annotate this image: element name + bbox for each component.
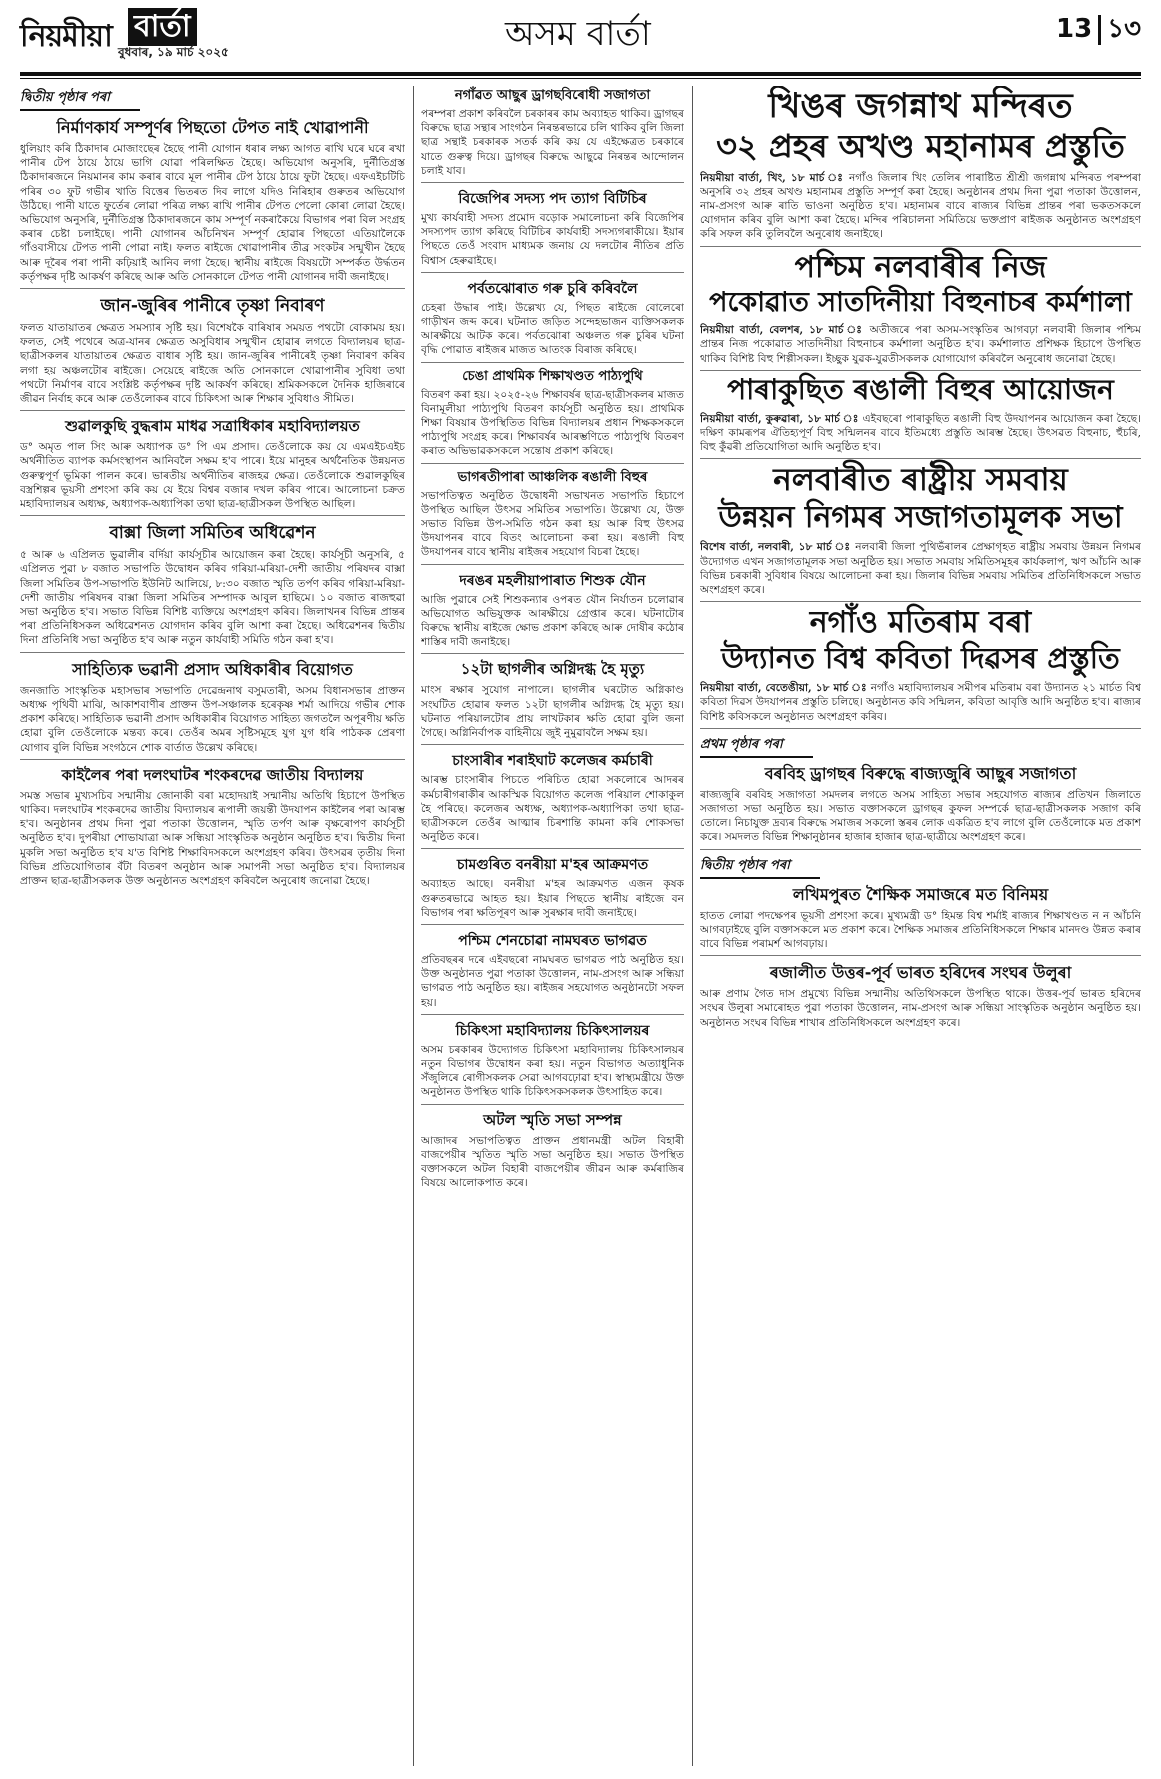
lead-subheadline: ৩২ প্ৰহৰ অখণ্ড মহানামৰ প্ৰস্তুতি bbox=[716, 127, 1125, 166]
article-headline: সাহিত্যিক ভৱানী প্ৰসাদ অধিকাৰীৰ বিয়োগত bbox=[72, 659, 353, 679]
article-divider bbox=[421, 848, 684, 849]
article-headline: চামগুৰিত বনৰীয়া ম'হৰ আক্ৰমণত bbox=[456, 857, 649, 874]
masthead-rule-thin bbox=[20, 78, 1141, 79]
logo-text-part1: নিয়মীয়া bbox=[20, 19, 112, 54]
article-headline: জান-জুৰিৰ পানীৰে তৃষ্ণা নিবাৰণ bbox=[100, 296, 325, 317]
continuation-label: দ্বিতীয় পৃষ্ঠাৰ পৰা bbox=[700, 856, 820, 879]
article-divider bbox=[421, 182, 684, 183]
article-divider bbox=[20, 652, 405, 653]
article-headline: নগাঁৱত আছুৰ ড্ৰাগছবিৰোধী সজাগতা bbox=[454, 88, 651, 103]
logo-text-part2: বাৰ্তা bbox=[128, 8, 197, 46]
article-headline: পশ্চিম শেনচোৱা নামঘৰত ভাগৱত bbox=[458, 932, 647, 949]
article-divider bbox=[421, 272, 684, 273]
article-body: প্ৰতিবছৰৰ দৰে এইবছৰো নামঘৰত ভাগৱত পাঠ অনুষ্ঠিত হয়। উক্ত অনুষ্ঠানত পুৱা পতাকা উত্তোলন, নাম-প্ৰসংগ আৰু সন্ধিয়া ভাগৱত পাঠ অনুষ্ঠিত হয়। ৰাইজৰ সহযোগত অনুষ্ঠানটো সফল হয়। bbox=[421, 953, 684, 1009]
article-headline: ১২টা ছাগলীৰ অগ্নিদগ্ধ হৈ মৃত্যু bbox=[460, 660, 645, 679]
article-divider bbox=[421, 362, 684, 363]
continuation-label: দ্বিতীয় পৃষ্ঠাৰ পৰা bbox=[20, 88, 140, 111]
masthead-rule bbox=[20, 72, 1141, 76]
lead-headline: খিঙৰ জগন্নাথ মন্দিৰত bbox=[768, 86, 1073, 126]
article-body: হাতত লোৱা পদক্ষেপৰ ভূয়সী প্ৰশংসা কৰে। মুখ্যমন্ত্ৰী ড° হিমন্ত বিশ্ব শৰ্মাই ৰাজ্যৰ শিক্ষাখণ্ডত ন ন আঁচনি আগবঢ়াইছে বুলি বক্তাসকলে মত প্ৰকাশ কৰে। শৈক্ষিক সমাজৰ প্ৰতিনিধিসকলে শিক্ষাৰ মানদণ্ড উন্নত কৰাৰ বাবে বিভিন্ন পৰামৰ্শ আগবঢ়ায়। bbox=[700, 909, 1141, 950]
article-headline: নলবাৰীত ৰাষ্ট্ৰীয় সমবায় bbox=[773, 462, 1068, 499]
article-divider bbox=[700, 458, 1141, 459]
article-body: অসম চৰকাৰৰ উদ্যোগত চিকিৎসা মহাবিদ্যালয় চিকিৎসালয়ৰ নতুন বিভাগৰ উদ্বোধন কৰা হয়। নতুন বিভাগত অত্যাধুনিক সঁজুলিৰে ৰোগীসকলক সেৱা আগবঢ়োৱা হ'ব। স্বাস্থ্যমন্ত্ৰীয়ে উক্ত অনুষ্ঠানত উপস্থিত থাকি চিকিৎসকসকলক উৎসাহিত কৰে। bbox=[421, 1043, 684, 1099]
article-headline: ভাগৰতীপাৰা আঞ্চলিক ৰঙালী বিহুৰ bbox=[457, 469, 648, 485]
page-number-divider bbox=[1098, 15, 1101, 45]
article-body: নগাঁও জিলাৰ খিং তেলিৰ পাৰাষ্টিত শ্ৰীশ্ৰী জগন্নাথ মন্দিৰত পৰম্পৰা অনুসৰি ৩২ প্ৰহৰ অখণ্ড মহানামৰ প্ৰস্তুতি সম্পূৰ্ণ কৰা হৈছে। অনুষ্ঠানৰ প্ৰথম দিনা পুৱা পতাকা উত্তোলন, নাম-প্ৰসংগ আৰু ৰাতি ভাওনা অনুষ্ঠিত হ'ব। মহানামৰ বাবে ৰাজ্যৰ বিভিন্ন প্ৰান্তৰ পৰা ভকতসকলে যোগদান কৰিব বুলি আশা কৰা হৈছে। মন্দিৰ পৰিচালনা সমিতিয়ে ভক্তপ্ৰাণ ৰাইজক অনুষ্ঠানত অংশগ্ৰহণ কৰি সফল কৰি তুলিবলৈ অনুৰোধ জনাইছে। bbox=[700, 171, 1141, 241]
column-divider bbox=[692, 86, 693, 1766]
article-body: মাংস ৰক্ষাৰ সুযোগ নাপালে। ছাগলীৰ ঘৰটোত অগ্নিকাণ্ড সংঘটিত হোৱাৰ ফলত ১২টা ছাগলীৰ অগ্নিদগ্ধ হৈ মৃত্যু হয়। ঘটনাত পৰিয়ালটোৰ প্ৰায় লাখটকাৰ ক্ষতি হোৱা বুলি জনা গৈছে। অগ্নিনিৰ্বাপক বাহিনীয়ে জুই নুমুৱাবলৈ সক্ষম হয়। bbox=[421, 684, 684, 740]
article-headline: পাৰাকুছিত ৰঙালী বিহুৰ আয়োজন bbox=[727, 372, 1114, 406]
column-middle bbox=[421, 86, 684, 1766]
article-body: ৫ আৰু ৬ এপ্ৰিলত ভুৱালীৰ বৰ্দিয়া কাৰ্যসূচীৰ আয়োজন কৰা হৈছে। কাৰ্যসূচী অনুসৰি, ৫ এপ্ৰিলত পুৱা ৮ বজাত সভাপতি উদ্বোধন কৰিব গৰিয়া-মৰিয়া-দেশী জাতীয় পৰিষদৰ বাক্সা জিলা সমিতিৰ উপ-সভাপতি ইউনিট আলিয়ে, ৮:৩০ বজাত স্মৃতি তৰ্পণ কৰিব গৰিয়া-মৰিয়া-দেশী জাতীয় পৰিষদৰ বাক্সা জিলা সমিতিৰ সম্পাদক আবুল হাছিমে। ১০ বজাত ৰাজহুৱা সভা অনুষ্ঠিত হ'ব। সভাত বিভিন্ন বিশিষ্ট ব্যক্তিয়ে অংশগ্ৰহণ কৰিব। জিলাখনৰ বিভিন্ন প্ৰান্তৰ পৰা প্ৰতিনিধিসকল অধিৱেশনত যোগদান কৰিব বুলি আশা কৰা হৈছে। অধিৱেশনৰ দ্বিতীয় দিনা প্ৰতিনিধি সভা অনুষ্ঠিত হ'ব আৰু নতুন কাৰ্যবাহী সমিতি গঠন কৰা হ'ব। bbox=[20, 549, 405, 647]
article-divider bbox=[421, 564, 684, 565]
article-divider bbox=[421, 463, 684, 464]
article-headline: চাংসাৰীৰ শৰাইঘাট কলেজৰ কৰ্মচাৰী bbox=[452, 753, 653, 770]
article-headline: দৰঙৰ মহলীয়াপাৰাত শিশুক যৌন bbox=[459, 572, 646, 589]
section-title: অসম বাৰ্তা bbox=[505, 14, 651, 54]
article-subheadline: উদ্যানত বিশ্ব কবিতা দিৱসৰ প্ৰস্তুতি bbox=[721, 641, 1120, 676]
article-headline: অটল স্মৃতি সভা সম্পন্ন bbox=[483, 1110, 622, 1129]
byline: নিয়মীয়া বাৰ্তা, বেতেঙীয়া, ১৮ মাৰ্চ ঃ bbox=[700, 682, 867, 695]
article-headline: বৰবিহ ড্ৰাগছৰ বিৰুদ্ধে ৰাজ্যজুৰি আছুৰ সজাগতা bbox=[764, 763, 1077, 783]
article-body: ড° অমৃত পাল সিং আৰু অধ্যাপক ড° পি এম প্ৰসাদ। তেওঁলোকে কয় যে এমএইচএইচ অৰ্থনীতিত ব্যাপক কৰ্মসংস্থাপন আনিবলৈ সক্ষম হ'ব পাৰে। ইয়ে মানুহৰ অৰ্থনৈতিক উন্নয়নত গুৰুত্বপূৰ্ণ ভূমিকা পালন কৰে। ভাৰতীয় অৰ্থনীতিৰ ৰাজহৱ ক্ষেত্ৰ। তেওঁলোকে শুৱালকুছিৰ বস্ত্ৰশিল্পৰ ভূয়সী প্ৰশংসা কৰি কয় যে ইয়ে বিশ্বৰ বজাৰ দখল কৰিব পাৰে। আলোচনা চক্ৰত মহাবিদ্যালয়ৰ অধ্যক্ষ, অধ্যাপক-অধ্যাপিকা তথা ছাত্ৰ-ছাত্ৰীসকল উপস্থিত আছিল। bbox=[20, 441, 405, 511]
article-divider bbox=[700, 955, 1141, 956]
page-number-en: 13 bbox=[1056, 14, 1093, 44]
page-number bbox=[1056, 8, 1141, 52]
byline: বিশেষ বাৰ্তা, নলবাৰী, ১৮ মাৰ্চ ঃ bbox=[700, 541, 851, 554]
article-divider bbox=[700, 246, 1141, 247]
article-headline: নগাঁও মতিৰাম বৰা bbox=[809, 605, 1032, 641]
article-body: মুখ্য কাৰ্যবাহী সদস্য প্ৰমোদ বড়োক সমালোচনা কৰি বিজেপিৰ সদস্যপদ ত্যাগ কৰিছে বিটিচিৰ কাৰ্যবাহী সদস্যগৰাকীয়ে। ইয়াৰ পিছতে তেওঁ সংবাদ মাধ্যমক জনায় যে দলটোৰ নীতিৰ প্ৰতি বিশ্বাস হেৰুৱাইছে। bbox=[421, 212, 684, 267]
article-divider bbox=[700, 728, 1141, 729]
article-body: জনজাতি সাংস্কৃতিক মহাসভাৰ সভাপতি দেৱেন্দ্ৰনাথ বসুমতাৰী, অসম বিধানসভাৰ প্ৰাক্তন অধ্যক্ষ পৃথিবী মাঝি, আকাশবাণীৰ প্ৰাক্তন উপ-সঞ্চালক হৰেকৃষ্ণ শৰ্মা আদিয়ে গভীৰ শোক প্ৰকাশ কৰিছে। সাহিত্যিক ভৱানী প্ৰসাদ অধিকাৰীৰ বিয়োগত সাহিত্য জগতলৈ অপূৰণীয় ক্ষতি হোৱা বুলি তেওঁলোকে মন্তব্য কৰে। তেওঁৰ অমৰ সৃষ্টিসমূহে যুগ যুগ ধৰি পাঠকক প্ৰেৰণা যোগাব বুলি বিভিন্ন সংগঠনে শোক বাৰ্তাত উল্লেখ কৰিছে। bbox=[20, 684, 405, 754]
byline: নিয়মীয়া বাৰ্তা, কুৰুৱাৰা, ১৮ মাৰ্চ ঃ bbox=[700, 412, 859, 425]
article-body: বিতৰণ কৰা হয়। ২০২৫-২৬ শিক্ষাবৰ্ষৰ ছাত্ৰ-ছাত্ৰীসকলৰ মাজত বিনামূলীয়া পাঠ্যপুথি বিতৰণ কাৰ্যসূচী অনুষ্ঠিত হয়। প্ৰাথমিক শিক্ষা বিষয়াৰ উপস্থিতিত বিভিন্ন বিদ্যালয়ৰ প্ৰধান শিক্ষকসকলে পাঠ্যপুথি সংগ্ৰহ কৰে। শিক্ষাবৰ্ষৰ আৰম্ভণিতে পাঠ্যপুথি বিতৰণ কৰাত অভিভাৱকসকলে সন্তোষ প্ৰকাশ কৰিছে। bbox=[421, 388, 684, 458]
article-body: এইবছৰো পাৰাকুছিত ৰঙালী বিহু উদযাপনৰ আয়োজন কৰা হৈছে। দক্ষিণ কামৰূপৰ ঐতিহ্যপূৰ্ণ বিহু সন্মিলনৰ বাবে ইতিমধ্যে প্ৰস্তুতি আৰম্ভ হৈছে। উৎসৱত বিহুনাচ, হুঁচৰি, বিহু কুঁৱৰী প্ৰতিযোগিতা আদি অনুষ্ঠিত হ'ব। bbox=[700, 412, 1141, 454]
issue-date: বুধবাৰ, ১৯ মাৰ্চ ২০২৫ bbox=[118, 45, 229, 59]
article-body: ৰাজ্যজুৰি বৰবিহ সজাগতা সমদলৰ লগতে অসম সাহিত্য সভাৰ সহযোগত ৰাজ্যৰ প্ৰতিখন জিলাতে সজাগতা সভা অনুষ্ঠিত হয়। সভাত বক্তাসকলে ড্ৰাগছৰ কুফল সম্পৰ্কে ছাত্ৰ-ছাত্ৰীসকলক সজাগ কৰি তোলে। নিচাযুক্ত দ্ৰব্যৰ বিৰুদ্ধে সমাজৰ সকলো স্তৰৰ লোক একত্ৰিত হ'ব লাগে বুলি তেওঁলোকে মত প্ৰকাশ কৰে। সমদলত বিভিন্ন শিক্ষানুষ্ঠানৰ হাজাৰ হাজাৰ ছাত্ৰ-ছাত্ৰীয়ে অংশগ্ৰহণ কৰে। bbox=[700, 788, 1141, 844]
article-body: আজি পুৱাৰে সেই শিশুকন্যাৰ ওপৰত যৌন নিৰ্যাতন চলোৱাৰ অভিযোগত অভিযুক্তক আৰক্ষীয়ে গ্ৰেপ্তাৰ কৰে। ঘটনাটোৰ বিৰুদ্ধে স্থানীয় ৰাইজে ক্ষোভ প্ৰকাশ কৰিছে আৰু দোষীৰ কঠোৰ শাস্তিৰ দাবী জনাইছে। bbox=[421, 593, 684, 649]
article-headline: চিকিৎসা মহাবিদ্যালয় চিকিৎসালয়ৰ bbox=[455, 1022, 650, 1039]
article-divider bbox=[700, 601, 1141, 602]
article-divider bbox=[20, 288, 405, 289]
article-divider bbox=[421, 744, 684, 745]
article-headline: পৰ্বতঝোৰাত গৰু চুৰি কৰিবলৈ bbox=[467, 280, 638, 297]
article-headline: বিজেপিৰ সদস্য পদ ত্যাগ বিটিচিৰ bbox=[458, 191, 647, 208]
article-subheadline: পকোৱাত সাতদিনীয়া বিহুনাচৰ কৰ্মশালা bbox=[709, 286, 1132, 318]
article-divider bbox=[421, 1014, 684, 1015]
article-body: নগাঁও মহাবিদ্যালয়ৰ সমীপৰ মতিৰাম বৰা উদ্যানত ২১ মাৰ্চত বিশ্ব কবিতা দিৱস উদযাপনৰ প্ৰস্তুতি চলিছে। অনুষ্ঠানত কবি সন্মিলন, কবিতা আবৃত্তি আদি অনুষ্ঠিত হ'ব। ৰাজ্যৰ বিশিষ্ট কবিসকলে অনুষ্ঠানত অংশগ্ৰহণ কৰিব। bbox=[700, 682, 1141, 723]
article-divider bbox=[20, 410, 405, 411]
article-headline: চেঙা প্ৰাথমিক শিক্ষাখণ্ডত পাঠ্যপুথি bbox=[462, 368, 643, 384]
article-divider bbox=[421, 1104, 684, 1105]
column-divider bbox=[413, 86, 414, 1766]
article-divider bbox=[700, 370, 1141, 371]
article-body: সভাপতিত্বত অনুষ্ঠিত উদ্বোধনী সভাখনত সভাপতি হিচাপে উপস্থিত আছিল উৎসৱ সমিতিৰ সভাপতি। উল্লেখ্য যে, উক্ত সভাত বিভিন্ন উপ-সমিতি গঠন কৰা হয় আৰু বিহু উৎসৱ উদযাপনৰ বাবে বিতং আলোচনা কৰা হয়। ৰঙালী বিহু উদযাপনৰ বাবে স্থানীয় ৰাইজৰ সহযোগ বিচৰা হৈছে। bbox=[421, 489, 684, 559]
column-left bbox=[20, 86, 405, 1766]
article-divider bbox=[20, 759, 405, 760]
article-body: আৰু প্ৰণাম গৈত দাস প্ৰমুখ্যে বিভিন্ন সন্মানীয় অতিথিসকলে উপস্থিত থাকে। উত্তৰ-পূৰ্ব ভাৰত হৰিদেৰ সংঘৰ উলুৰা সমাৰোহত পুৱা পতাকা উত্তোলন, নাম-প্ৰসংগ আৰু সন্ধিয়া সাংস্কৃতিক অনুষ্ঠান অনুষ্ঠিত হয়। অনুষ্ঠানত সংঘৰ বিভিন্ন শাখাৰ প্ৰতিনিধিসকলে অংশগ্ৰহণ কৰে। bbox=[700, 988, 1141, 1029]
article-body: আজাদৰ সভাপতিত্বত প্ৰাক্তন প্ৰধানমন্ত্ৰী অটল বিহাৰী বাজপেয়ীৰ স্মৃতিত স্মৃতি সভা অনুষ্ঠিত হয়। সভাত উপস্থিত বক্তাসকলে অটল বিহাৰী বাজপেয়ীৰ জীৱন আৰু কৰ্মৰাজিৰ বিষয়ে আলোকপাত কৰে। bbox=[421, 1134, 684, 1190]
article-body: আৰম্ভ চাংসাৰীৰ পিচতে পৰিচিত হোৱা সকলোৰে আদৰৰ কৰ্মচাৰীগৰাকীৰ আকস্মিক বিয়োগত কলেজ পৰিয়াল শোকাকুল হৈ পৰিছে। কলেজৰ অধ্যক্ষ, অধ্যাপক-অধ্যাপিকা তথা ছাত্ৰ-ছাত্ৰীসকলে তেওঁৰ আত্মাৰ চিৰশান্তি কামনা কৰি শোকসভা অনুষ্ঠিত কৰে। bbox=[421, 774, 684, 844]
article-body: ফলত যাতায়াতৰ ক্ষেত্ৰত সমস্যাৰ সৃষ্টি হয়। বিশেষকৈ বাৰিষাৰ সময়ত পথটো বোকাময় হয়। ফলত, সেই পথেৰে অত্ৰ-যানৰ ক্ষেত্ৰত অসুবিধাৰ সন্মুখীন হোৱাৰ লগতে বিদ্যালয়ৰ ছাত্ৰ-ছাত্ৰীসকলৰ যাতায়াতৰ ক্ষেত্ৰত বাধাৰ সৃষ্টি হয়। জান-জুৰিৰ পানীৰেই তৃষ্ণা নিবাৰণ কৰিব লগা হয় অঞ্চলটোৰ ৰাইজে। সেয়েহে ৰাইজে অতি সোনকালে খোৱাপানীৰ সুবিধা তথা পথটো নিৰ্মাণৰ বাবে সংশ্লিষ্ট কৰ্তৃপক্ষৰ দৃষ্টি আকৰ্ষণ কৰিছে। শ্ৰমিকসকলে দৈনিক হাজিৰাৰে জীৱন নিৰ্বাহ কৰে আৰু তেওঁলোকৰ বাবে চিকিৎসা আৰু শিক্ষাৰ সুবিধাও সীমিত। bbox=[20, 322, 405, 406]
article-divider bbox=[20, 515, 405, 516]
article-body: অতীজৰে পৰা অসম-সংস্কৃতিৰ আগবঢ়া নলবাৰী জিলাৰ পশ্চিম প্ৰান্তৰ নিজ পকোৱাত সাতদিনীয়া বিহুনাচৰ কৰ্মশালা অনুষ্ঠিত হ'ব। কৰ্মশালাত প্ৰশিক্ষক হিচাপে উপস্থিত থাকিব বিশিষ্ট বিহু শিল্পীসকল। ইচ্ছুক যুৱক-যুৱতীসকলক যোগাযোগ কৰিবলৈ অনুৰোধ জনোৱা হৈছে। bbox=[700, 324, 1141, 365]
article-headline: কাইলৈৰ পৰা দলংঘাটৰ শংকৰদেৱ জাতীয় বিদ্যালয় bbox=[61, 765, 364, 784]
article-headline: লখিমপুৰত শৈক্ষিক সমাজৰে মত বিনিময় bbox=[792, 884, 1049, 904]
byline: নিয়মীয়া বাৰ্তা, খিং, ১৮ মাৰ্চ ঃ bbox=[700, 171, 845, 184]
article-body: ধুলিয়াং কৰি ঠিকাদাৰ মোজাংছেৰ হৈছে পানী যোগান ধৰাৰ লক্ষ্য আগত ৰাখি ঘৰে ঘৰে ৰখা পানীৰ টেপ ঠায়ে ঠায়ে ভাগি যোৱা পৰিলক্ষিত হৈছে। অভিযোগ অনুসৰি, দুৰ্নীতিগ্ৰস্ত ঠিকাদাৰজনে নিয়মানৰ কাম কৰাৰ বাবে মূল পানীৰ টেপ ঠায়ে ঠায়ে ফুটা হৈছে। এফএইচটিচি পৰিৰ ৩০ ফুট গভীৰ খাতি বিত্তেৰ ভিতৰত দিব লাগে যদিও নিৰিহাৰ গুৰুতৰ অভিযোগ উঠিছে। পানী যাতে ফুৰ্তেৰ লোৱা পৰিত্ৰ লক্ষ্য ৰাখি পানীৰ টেপত পেলো কোৰা লোৱা হৈছে। অভিযোগ অনুসৰি, দুৰ্নীতিগ্ৰস্ত ঠিকাদাৰজনে কাম সম্পূৰ্ণ নকৰাকৈয়ে বিভাগৰ পৰা বিল সংগ্ৰহ কৰাৰ চেষ্টা চলাইছে। পানী যোগানৰ আঁচনিখন সম্পূৰ্ণ হোৱাৰ পিছতো এতিয়ালৈকে গাঁওবাসীয়ে টেপত পানী পোৱা নাই। ফলত ৰাইজে খোৱাপানীৰ তীব্ৰ সংকটৰ সন্মুখীন হৈছে আৰু দূৰৈৰ পৰা পানী কঢ়িয়াই আনিব লগা হৈছে। স্থানীয় ৰাইজে বিষয়টো সম্পৰ্কত উৰ্দ্ধতন কৰ্তৃপক্ষৰ দৃষ্টি আকৰ্ষণ কৰিছে আৰু অতি সোনকালে টেপত পানী যোগানৰ দাবী জনাইছে। bbox=[20, 143, 405, 283]
article-divider bbox=[421, 924, 684, 925]
article-headline: পশ্চিম নলবাৰীৰ নিজ bbox=[794, 249, 1047, 285]
page-number-as: ১৩ bbox=[1107, 14, 1141, 44]
article-body: পৰম্পৰা প্ৰকাশ কৰিবলৈ চৰকাৰৰ কাম অব্যাহত থাকিব। ড্ৰাগছৰ বিৰুদ্ধে ছাত্ৰ সন্থাৰ সাংগঠন নিৰন্তৰভাৱে চলি থাকিব বুলি জিলা ছাত্ৰ সন্থাই চৰকাৰক সতৰ্ক কৰি কয় যে এইক্ষেত্ৰত চৰকাৰে যাতে গুৰুত্ব দিয়ে। ড্ৰাগছৰ বিৰুদ্ধে আছুৱে নিৰন্তৰ আন্দোলন চলাই যাব। bbox=[421, 108, 684, 177]
article-headline: বাক্সা জিলা সমিতিৰ অধিৱেশন bbox=[109, 523, 316, 544]
column-right bbox=[700, 86, 1141, 1766]
article-divider bbox=[421, 653, 684, 654]
article-headline: নিৰ্মাণকাৰ্য সম্পূৰ্ণৰ পিছতো টেপত নাই খোৱাপানী bbox=[56, 118, 369, 137]
article-headline: শুৱালকুছি বুদ্ধৰাম মাধৱ সত্ৰাধিকাৰ মহাবিদ্যালয়ত bbox=[65, 417, 360, 436]
article-body: সমস্ত সভাৰ মুখ্যসচিব সন্মানীয় জোনাকী বৰা মহোদয়াই সন্মানীয় অতিথি হিচাপে উপস্থিত থাকিব। দলংঘাটৰ শংকৰদেৱ জাতীয় বিদ্যালয়ৰ ৰূপালী জয়ন্তী উদযাপন কাইলৈৰ পৰা আৰম্ভ হ'ব। অনুষ্ঠানৰ প্ৰথম দিনা পুৱা পতাকা উত্তোলন, স্মৃতি তৰ্পণ আৰু বৃক্ষৰোপণ কাৰ্যসূচী অনুষ্ঠিত হ'ব। দুপৰীয়া শোভাযাত্ৰা আৰু সন্ধিয়া সাংস্কৃতিক অনুষ্ঠান অনুষ্ঠিত হ'ব। দ্বিতীয় দিনা মুকলি সভা অনুষ্ঠিত হ'ব য'ত বিশিষ্ট শিক্ষাবিদসকলে অংশগ্ৰহণ কৰিব। উৎসৱৰ তৃতীয় দিনা বিভিন্ন প্ৰতিযোগিতাৰ বঁটা বিতৰণ অনুষ্ঠান আৰু সমাপনী সভা অনুষ্ঠিত হ'ব। বিদ্যালয়ৰ প্ৰাক্তন ছাত্ৰ-ছাত্ৰীসকলক উক্ত অনুষ্ঠানত অংশগ্ৰহণ কৰিবলৈ অনুৰোধ জনোৱা হৈছে। bbox=[20, 789, 405, 887]
continuation-label: প্ৰথম পৃষ্ঠাৰ পৰা bbox=[700, 735, 813, 758]
article-body: নলবাৰী জিলা পুথিভঁৰালৰ প্ৰেক্ষাগৃহত ৰাষ্ট্ৰীয় সমবায় উন্নয়ন নিগমৰ উদ্যোগত এখন সজাগতামূলক সভা অনুষ্ঠিত হয়। সভাত সমবায় সমিতিসমূহৰ কাৰ্যকলাপ, ঋণ আঁচনি আৰু বিভিন্ন চৰকাৰী সুবিধাৰ বিষয়ে আলোচনা কৰা হয়। জিলাৰ বিভিন্ন সমবায় সমিতিৰ প্ৰতিনিধিসকলে সভাত অংশগ্ৰহণ কৰে। bbox=[700, 541, 1141, 596]
article-body: অব্যাহত আছে। বনৰীয়া ম'হৰ আক্ৰমণত এজন কৃষক গুৰুতৰভাৱে আহত হয়। ইয়াৰ পিছতে স্থানীয় ৰাইজে বন বিভাগৰ পৰা ক্ষতিপূৰণ আৰু সুৰক্ষাৰ দাবী জনাইছে। bbox=[421, 878, 684, 919]
byline: নিয়মীয়া বাৰ্তা, বেলশৰ, ১৮ মাৰ্চ ঃ bbox=[700, 324, 865, 337]
article-subheadline: উন্নয়ন নিগমৰ সজাগতামূলক সভা bbox=[718, 500, 1123, 536]
article-body: চেহৰা উদ্ধাৰ পাই। উল্লেখ্য যে, পিছত ৰাইজে বোলেৰো গাড়ীখন জব্দ কৰে। ঘটনাত জড়িত সন্দেহভাজন ব্যক্তিসকলক আৰক্ষীয়ে আটক কৰে। পৰ্বতঝোৰা অঞ্চলত গৰু চুৰিৰ ঘটনা বৃদ্ধি পোৱাত ৰাইজৰ মাজত আতংক বিৰাজ কৰিছে। bbox=[421, 301, 684, 357]
article-headline: ৰজালীত উত্তৰ-পূৰ্ব ভাৰত হৰিদেৰ সংঘৰ উলুৰা bbox=[769, 963, 1072, 983]
article-divider bbox=[700, 849, 1141, 850]
